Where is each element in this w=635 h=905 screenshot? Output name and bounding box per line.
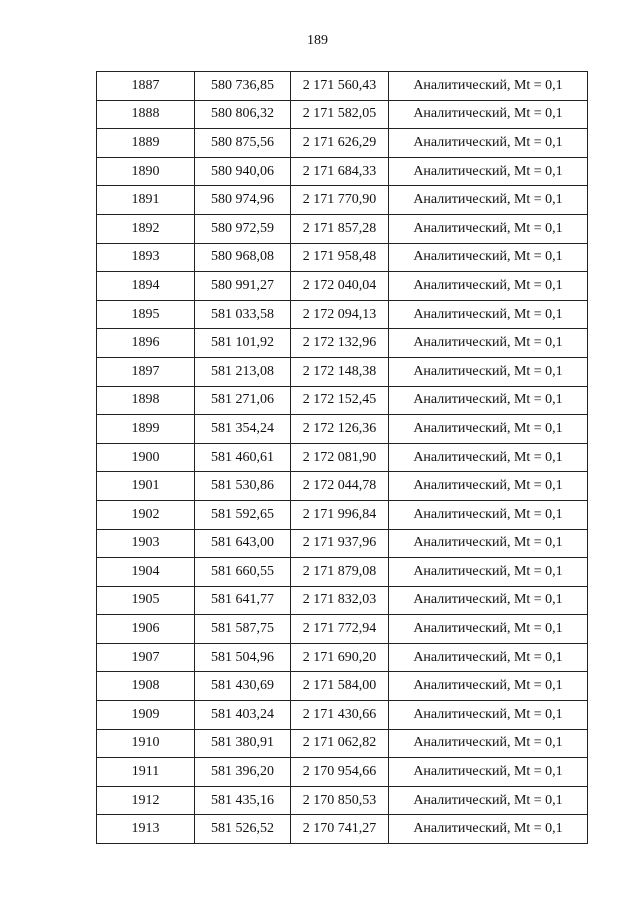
x-coordinate-cell: 580 736,85 (195, 72, 291, 101)
method-cell: Аналитический, Mt = 0,1 (389, 472, 588, 501)
point-number-cell: 1909 (97, 701, 195, 730)
table-row (97, 615, 588, 644)
table-row (97, 586, 588, 615)
point-number-cell: 1904 (97, 558, 195, 587)
y-coordinate-cell: 2 171 062,82 (291, 729, 389, 758)
point-number-cell: 1892 (97, 214, 195, 243)
table-row (97, 186, 588, 215)
point-number-cell: 1912 (97, 786, 195, 815)
x-coordinate-cell: 581 504,96 (195, 643, 291, 672)
method-cell: Аналитический, Mt = 0,1 (389, 672, 588, 701)
y-coordinate-cell: 2 170 954,66 (291, 758, 389, 787)
method-cell: Аналитический, Mt = 0,1 (389, 701, 588, 730)
table-row (97, 500, 588, 529)
y-coordinate-cell: 2 171 857,28 (291, 214, 389, 243)
table-row (97, 386, 588, 415)
table-row (97, 815, 588, 844)
y-coordinate-cell: 2 170 850,53 (291, 786, 389, 815)
point-number-cell: 1911 (97, 758, 195, 787)
table-row (97, 243, 588, 272)
x-coordinate-cell: 580 974,96 (195, 186, 291, 215)
x-coordinate-cell: 580 940,06 (195, 157, 291, 186)
table-row (97, 357, 588, 386)
table-row (97, 157, 588, 186)
y-coordinate-cell: 2 171 832,03 (291, 586, 389, 615)
x-coordinate-cell: 580 972,59 (195, 214, 291, 243)
point-number-cell: 1897 (97, 357, 195, 386)
table-row (97, 529, 588, 558)
x-coordinate-cell: 581 380,91 (195, 729, 291, 758)
x-coordinate-cell: 580 875,56 (195, 129, 291, 158)
table-row (97, 758, 588, 787)
point-number-cell: 1889 (97, 129, 195, 158)
method-cell: Аналитический, Mt = 0,1 (389, 786, 588, 815)
point-number-cell: 1906 (97, 615, 195, 644)
method-cell: Аналитический, Mt = 0,1 (389, 300, 588, 329)
method-cell: Аналитический, Mt = 0,1 (389, 186, 588, 215)
point-number-cell: 1903 (97, 529, 195, 558)
table-row (97, 214, 588, 243)
table-row (97, 129, 588, 158)
y-coordinate-cell: 2 172 044,78 (291, 472, 389, 501)
table-row (97, 72, 588, 101)
table-row (97, 329, 588, 358)
x-coordinate-cell: 581 530,86 (195, 472, 291, 501)
method-cell: Аналитический, Mt = 0,1 (389, 558, 588, 587)
point-number-cell: 1895 (97, 300, 195, 329)
table-row (97, 786, 588, 815)
point-number-cell: 1894 (97, 272, 195, 301)
y-coordinate-cell: 2 172 148,38 (291, 357, 389, 386)
method-cell: Аналитический, Mt = 0,1 (389, 815, 588, 844)
table-row (97, 272, 588, 301)
y-coordinate-cell: 2 171 430,66 (291, 701, 389, 730)
point-number-cell: 1896 (97, 329, 195, 358)
y-coordinate-cell: 2 171 684,33 (291, 157, 389, 186)
point-number-cell: 1902 (97, 500, 195, 529)
x-coordinate-cell: 581 033,58 (195, 300, 291, 329)
method-cell: Аналитический, Mt = 0,1 (389, 758, 588, 787)
point-number-cell: 1890 (97, 157, 195, 186)
point-number-cell: 1900 (97, 443, 195, 472)
y-coordinate-cell: 2 171 958,48 (291, 243, 389, 272)
method-cell: Аналитический, Mt = 0,1 (389, 100, 588, 129)
coordinates-table (96, 71, 588, 844)
x-coordinate-cell: 581 643,00 (195, 529, 291, 558)
x-coordinate-cell: 581 660,55 (195, 558, 291, 587)
table-row (97, 443, 588, 472)
method-cell: Аналитический, Mt = 0,1 (389, 72, 588, 101)
y-coordinate-cell: 2 172 132,96 (291, 329, 389, 358)
method-cell: Аналитический, Mt = 0,1 (389, 243, 588, 272)
x-coordinate-cell: 581 592,65 (195, 500, 291, 529)
table-row (97, 472, 588, 501)
point-number-cell: 1891 (97, 186, 195, 215)
table-row (97, 729, 588, 758)
method-cell: Аналитический, Mt = 0,1 (389, 272, 588, 301)
method-cell: Аналитический, Mt = 0,1 (389, 586, 588, 615)
x-coordinate-cell: 581 430,69 (195, 672, 291, 701)
point-number-cell: 1887 (97, 72, 195, 101)
y-coordinate-cell: 2 172 094,13 (291, 300, 389, 329)
y-coordinate-cell: 2 170 741,27 (291, 815, 389, 844)
method-cell: Аналитический, Mt = 0,1 (389, 729, 588, 758)
x-coordinate-cell: 581 587,75 (195, 615, 291, 644)
y-coordinate-cell: 2 171 584,00 (291, 672, 389, 701)
table-row (97, 100, 588, 129)
method-cell: Аналитический, Mt = 0,1 (389, 443, 588, 472)
method-cell: Аналитический, Mt = 0,1 (389, 415, 588, 444)
x-coordinate-cell: 581 396,20 (195, 758, 291, 787)
coordinates-table-body (97, 72, 588, 844)
x-coordinate-cell: 580 968,08 (195, 243, 291, 272)
x-coordinate-cell: 581 354,24 (195, 415, 291, 444)
point-number-cell: 1908 (97, 672, 195, 701)
y-coordinate-cell: 2 171 560,43 (291, 72, 389, 101)
point-number-cell: 1910 (97, 729, 195, 758)
table-row (97, 415, 588, 444)
x-coordinate-cell: 581 271,06 (195, 386, 291, 415)
x-coordinate-cell: 581 526,52 (195, 815, 291, 844)
y-coordinate-cell: 2 172 152,45 (291, 386, 389, 415)
point-number-cell: 1898 (97, 386, 195, 415)
x-coordinate-cell: 581 101,92 (195, 329, 291, 358)
point-number-cell: 1913 (97, 815, 195, 844)
y-coordinate-cell: 2 171 937,96 (291, 529, 389, 558)
point-number-cell: 1905 (97, 586, 195, 615)
page-number: 189 (307, 33, 328, 48)
method-cell: Аналитический, Mt = 0,1 (389, 643, 588, 672)
method-cell: Аналитический, Mt = 0,1 (389, 357, 588, 386)
y-coordinate-cell: 2 171 690,20 (291, 643, 389, 672)
method-cell: Аналитический, Mt = 0,1 (389, 500, 588, 529)
y-coordinate-cell: 2 172 040,04 (291, 272, 389, 301)
y-coordinate-cell: 2 171 772,94 (291, 615, 389, 644)
y-coordinate-cell: 2 171 582,05 (291, 100, 389, 129)
y-coordinate-cell: 2 171 996,84 (291, 500, 389, 529)
x-coordinate-cell: 581 435,16 (195, 786, 291, 815)
table-row (97, 701, 588, 730)
point-number-cell: 1893 (97, 243, 195, 272)
x-coordinate-cell: 580 991,27 (195, 272, 291, 301)
method-cell: Аналитический, Mt = 0,1 (389, 129, 588, 158)
method-cell: Аналитический, Mt = 0,1 (389, 157, 588, 186)
y-coordinate-cell: 2 172 081,90 (291, 443, 389, 472)
table-row (97, 558, 588, 587)
table-row (97, 300, 588, 329)
x-coordinate-cell: 581 213,08 (195, 357, 291, 386)
x-coordinate-cell: 581 460,61 (195, 443, 291, 472)
y-coordinate-cell: 2 171 626,29 (291, 129, 389, 158)
y-coordinate-cell: 2 171 879,08 (291, 558, 389, 587)
point-number-cell: 1901 (97, 472, 195, 501)
method-cell: Аналитический, Mt = 0,1 (389, 214, 588, 243)
x-coordinate-cell: 581 641,77 (195, 586, 291, 615)
point-number-cell: 1899 (97, 415, 195, 444)
point-number-cell: 1888 (97, 100, 195, 129)
method-cell: Аналитический, Mt = 0,1 (389, 386, 588, 415)
method-cell: Аналитический, Mt = 0,1 (389, 529, 588, 558)
table-row (97, 643, 588, 672)
method-cell: Аналитический, Mt = 0,1 (389, 615, 588, 644)
y-coordinate-cell: 2 171 770,90 (291, 186, 389, 215)
point-number-cell: 1907 (97, 643, 195, 672)
x-coordinate-cell: 580 806,32 (195, 100, 291, 129)
table-row (97, 672, 588, 701)
y-coordinate-cell: 2 172 126,36 (291, 415, 389, 444)
x-coordinate-cell: 581 403,24 (195, 701, 291, 730)
method-cell: Аналитический, Mt = 0,1 (389, 329, 588, 358)
